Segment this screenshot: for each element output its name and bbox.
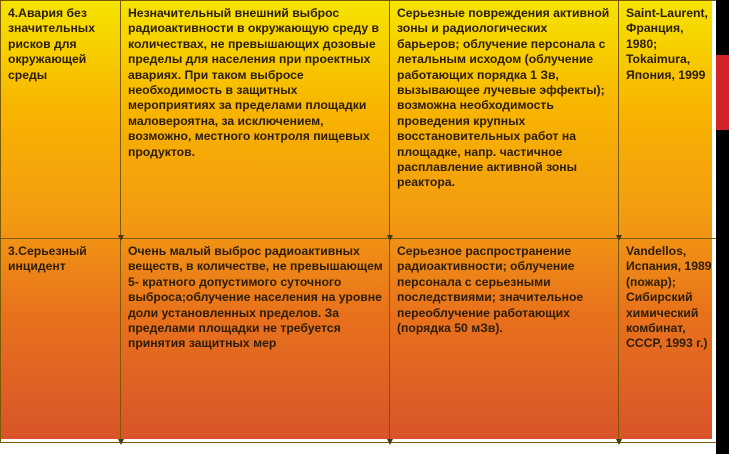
external-impact-text: Очень малый выброс радиоактивных веществ, в количестве, не превышающем 5- кратного допустимого суточного выброса;облучение населения на уровне доли установленных пределов. За пределами площадки не требуется принятия защитных мер bbox=[128, 244, 383, 351]
onsite-impact-cell bbox=[390, 1, 619, 239]
table-row bbox=[1, 1, 719, 239]
external-impact-text: Незначительный внешний выброс радиоактивности в окружающую среду в количествах, не превышающих дозовые пределы для населения при проектных авариях. При таком выбросе необходимость в защитных мероприятиях за пределами площадки маловероятна, за исключением, возможно, местного контроля пищевых продуктов. bbox=[128, 6, 380, 159]
slide-side-band bbox=[716, 0, 729, 454]
external-impact-cell bbox=[121, 239, 390, 443]
examples-cell bbox=[619, 1, 719, 239]
examples-text: Vandellos, Испания, 1989 (пожар); Сибирский химический комбинат, СССР, 1993 г.) bbox=[626, 244, 712, 351]
external-impact-cell bbox=[121, 1, 390, 239]
onsite-impact-text: Серьезное распространение радиоактивности; облучение персонала с серьезными последствиями; значительное переоблучение работающих (порядка 50 мЗв). bbox=[397, 244, 584, 336]
table-row bbox=[1, 239, 719, 443]
level-text: 4.Авария без значительных рисков для окружающей среды bbox=[8, 6, 95, 82]
level-cell bbox=[1, 239, 121, 443]
examples-text: Saint-Laurent, Франция, 1980; Tokaimura, Япония, 1999 bbox=[626, 6, 708, 82]
examples-cell bbox=[619, 239, 719, 443]
level-cell bbox=[1, 1, 121, 239]
side-band-accent bbox=[716, 55, 729, 130]
onsite-impact-cell bbox=[390, 239, 619, 443]
level-text: 3.Серьезный инцидент bbox=[8, 244, 87, 274]
onsite-impact-text: Серьезные повреждения активной зоны и радиологических барьеров; облучение персонала с летальным исходом (облучение работающих порядка 1 Зв, вызывающее лучевые эффекты); возможна необходимость проведения крупных восстановительных работ на площадке, напр. частичное расплавление активной зоны реактора. bbox=[397, 6, 610, 190]
